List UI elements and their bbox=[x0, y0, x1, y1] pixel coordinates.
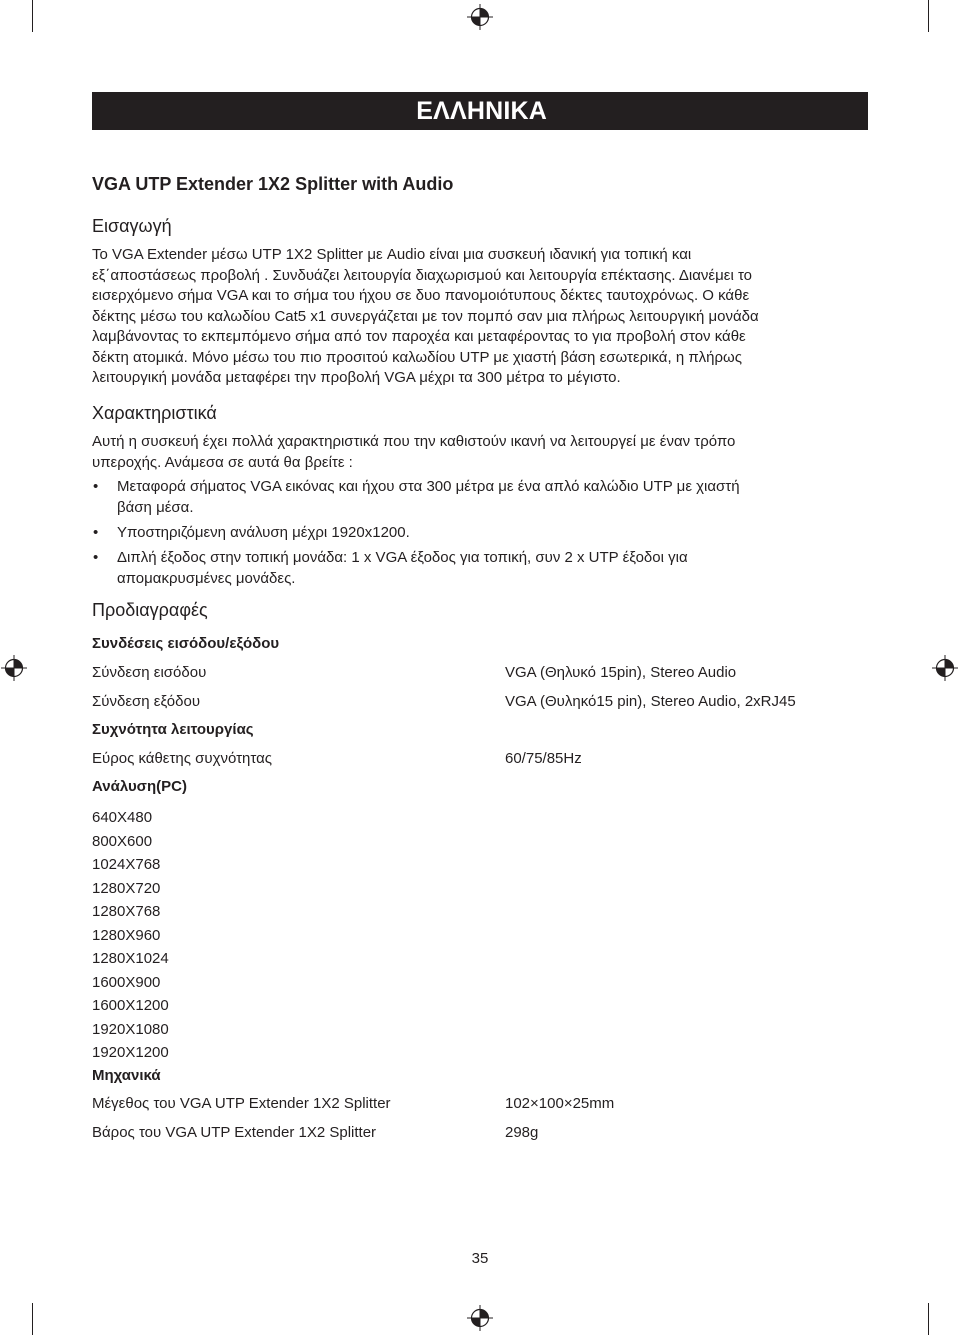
crop-mark bbox=[928, 1303, 929, 1335]
frequency-value: 60/75/85Hz bbox=[505, 750, 582, 767]
list-item: 1280X720 bbox=[92, 879, 161, 897]
registration-mark-icon bbox=[466, 3, 494, 31]
registration-mark-icon bbox=[466, 1304, 494, 1332]
list-item: 640X480 bbox=[92, 809, 153, 826]
list-item: 1600X900 bbox=[92, 973, 161, 991]
size-label: Μέγεθος του VGA UTP Extender 1X2 Splitter bbox=[92, 1095, 391, 1112]
page-number: 35 bbox=[471, 1250, 489, 1267]
frequency-heading: Συχνότητα λειτουργίας bbox=[92, 721, 254, 738]
list-item: • Διπλή έξοδος στην τοπική μονάδα: 1 x VGA έξοδος για τοπική, συν 2 x UTP έξοδοι για απομακρυσμένες μονάδες. bbox=[92, 547, 872, 589]
list-item: 800X600 bbox=[92, 832, 153, 850]
language-label: ΕΛΛΗΝΙΚΑ bbox=[416, 97, 547, 125]
features-list bbox=[92, 476, 872, 593]
output-label: Σύνδεση εξόδου bbox=[92, 693, 201, 710]
list-item: 1600X1200 bbox=[92, 997, 169, 1014]
io-heading: Συνδέσεις εισόδου/εξόδου bbox=[92, 635, 280, 652]
crop-mark bbox=[32, 1303, 33, 1335]
list-item: 1280X768 bbox=[92, 903, 161, 920]
intro-heading: Εισαγωγή bbox=[92, 216, 172, 236]
specs-heading: Προδιαγραφές bbox=[92, 600, 208, 620]
mechanical-heading: Μηχανικά bbox=[92, 1067, 161, 1084]
list-item: 1280X1024 bbox=[92, 950, 169, 967]
size-value: 102×100×25mm bbox=[505, 1095, 615, 1112]
list-item: 1280X960 bbox=[92, 926, 161, 944]
list-item: • Υποστηριζόμενη ανάλυση μέχρι 1920x1200. bbox=[92, 522, 872, 543]
registration-mark-icon bbox=[931, 654, 959, 682]
input-label: Σύνδεση εισόδου bbox=[92, 664, 207, 681]
weight-value: 298g bbox=[505, 1124, 539, 1141]
list-item: 1920X1080 bbox=[92, 1020, 169, 1038]
input-value: VGA (Θηλυκό 15pin), Stereo Audio bbox=[505, 664, 737, 681]
features-heading: Χαρακτηριστικά bbox=[92, 403, 217, 423]
crop-mark bbox=[32, 0, 33, 32]
list-item: 1024X768 bbox=[92, 856, 161, 873]
features-paragraph: Αυτή η συσκευή έχει πολλά χαρακτηριστικά που την καθιστούν ικανή να λειτουργεί με έναν τρόπο υπεροχής. Ανάμεσα σε αυτά θα βρείτε : bbox=[92, 433, 736, 471]
output-value: VGA (Θυληκό15 pin), Stereo Audio, 2xRJ45 bbox=[505, 693, 796, 710]
list-item: • Μεταφορά σήματος VGA εικόνας και ήχου στα 300 μέτρα με ένα απλό καλώδιο UTP με χιαστή βάση μέσα. bbox=[92, 476, 872, 518]
frequency-label: Εύρος κάθετης συχνότητας bbox=[92, 750, 273, 767]
crop-mark bbox=[928, 0, 929, 32]
resolution-heading: Ανάλυση(PC) bbox=[92, 778, 187, 795]
document-title: VGA UTP Extender 1X2 Splitter with Audio bbox=[92, 174, 454, 194]
language-banner bbox=[92, 92, 868, 130]
resolution-list bbox=[92, 806, 169, 1065]
intro-paragraph: Το VGA Extender μέσω UTP 1X2 Splitter με Audio είναι μια συσκευή ιδανική για τοπική και εξ΄αποστάσεως προβολή . Συνδυάζει λειτουργία διαχωρισμού και λειτουργία επέκτασης. Διανέμει το εισερχόμενο σήμα VGA και το σήμα του ήχου σε δυο πανομοιότυπους δέκτες ταυτοχρόνως. Ο κάθε δέκτης μέσω του καλωδίου Cat5 x1 συνεργάζεται με τον πομπό σαν μια πλήρως λειτουργική μονάδα λαμβάνοντας το εκπεμπόμενο σήμα από τον παροχέα και μεταφέροντας το για προβολή στον κάθε δέκτη ατομικά. Μόνο μέσω του πιο προσιτού καλωδίου UTP με χιαστή βάση εσωτερικά, η πλήρως λειτουργική μονάδα μεταφέρει την προβολή VGA μέχρι τα 300 μέτρα το μέγιστο. bbox=[92, 246, 759, 386]
weight-label: Βάρος του VGA UTP Extender 1X2 Splitter bbox=[92, 1124, 377, 1141]
registration-mark-icon bbox=[0, 654, 28, 682]
list-item: 1920X1200 bbox=[92, 1044, 169, 1061]
